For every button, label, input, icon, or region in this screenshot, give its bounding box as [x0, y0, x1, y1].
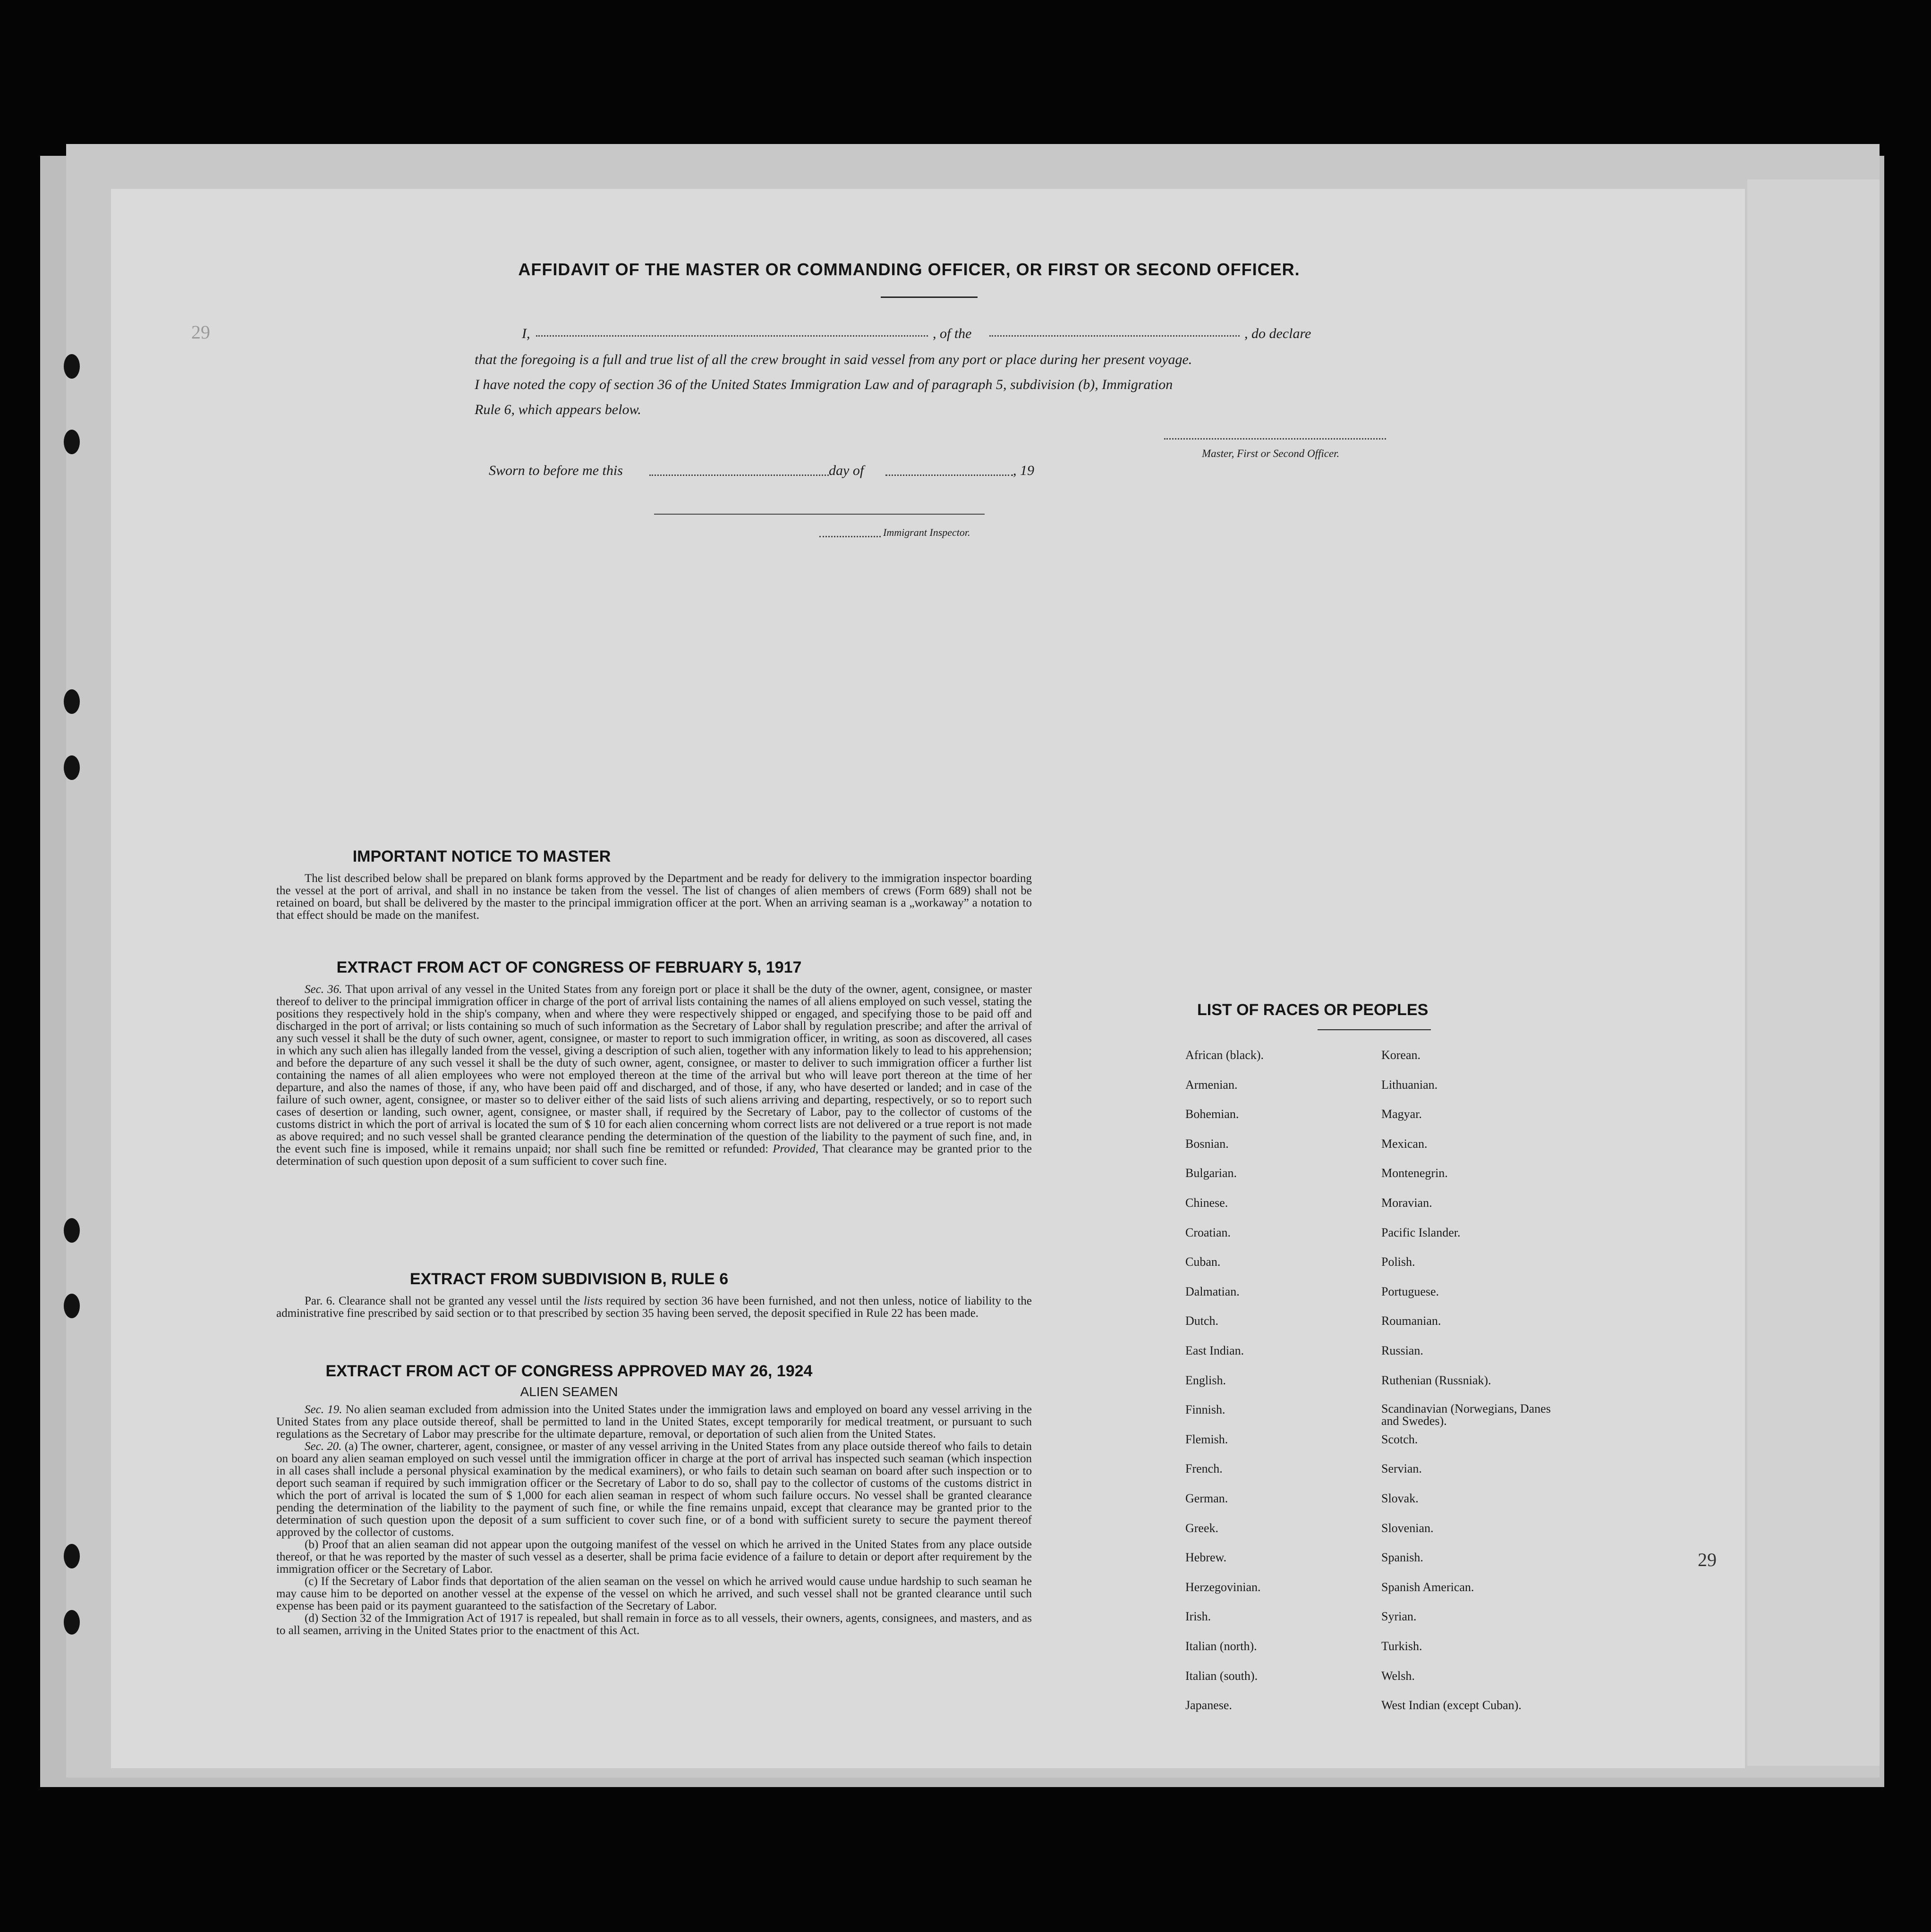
race-item: Polish. [1381, 1255, 1415, 1269]
declaration-line-1: that the foregoing is a full and true list of all the crew brought in said vessel from any port or place during her present voyage. [475, 352, 1192, 367]
affidavit-i: I, [522, 326, 530, 341]
sec-20c-body: (c) If the Secretary of Labor finds that deportation of the alien seaman on the vessel on which he arrived would cause undue hardship to such seaman he may cause him to be deported on another vessel at the expense of the vessel on which he arrived, and such vessel shall not be granted clearance until such expense has been paid or its payment guaranteed to the satisfaction of the Secretary of Labor. [276, 1575, 1032, 1612]
race-item: Dutch. [1185, 1314, 1219, 1328]
race-item: Ruthenian (Russniak). [1381, 1373, 1491, 1387]
race-item: Bulgarian. [1185, 1166, 1237, 1180]
race-item: Scandinavian (Norwegians, Danes and Swedes). [1381, 1402, 1551, 1428]
sworn-month-field[interactable] [885, 475, 1013, 476]
master-signature-line[interactable] [1164, 438, 1386, 440]
race-item: Spanish American. [1381, 1580, 1474, 1594]
race-item: Turkish. [1381, 1639, 1422, 1653]
sec-36-tail: That clearance may be granted prior to the determination of such question upon deposit of a sum sufficient to cover such fine. [276, 1143, 1032, 1168]
race-item: Slovenian. [1381, 1521, 1434, 1535]
rule-6-lists: lists [583, 1295, 603, 1307]
race-item: Magyar. [1381, 1107, 1422, 1121]
sec-20a-body: (a) The owner, charterer, agent, consignee, or master of any vessel arriving in the United States from any place outside thereof who fails to detain on board any alien seaman employed on such vessel until the immigration officer in charge at the port of arrival has inspected such seaman (which inspection in all cases shall include a personal physical examination by the medical examiners), or who fails to detain such seaman on board after such inspection or to deport such seaman if required by such immigration officer or the Secretary of Labor to do so, shall pay to the collector of customs of the customs district in which the port of arrival is located the sum of $ 1,000 for each alien seaman in respect of whom such failure occurs. No vessel shall be granted clearance pending the determination of the liability to the payment of such fine, or while the fine remains unpaid, except that clearance may be granted prior to the determination of such question upon the deposit of a sum sufficient to cover such fine, or of a bond with sufficient surety to secure the payment thereof approved by the collector of customs. [276, 1440, 1032, 1539]
race-item: Korean. [1381, 1048, 1421, 1062]
rule-6-title: EXTRACT FROM SUBDIVISION B, RULE 6 [409, 1270, 729, 1288]
sec-19-body: No alien seaman excluded from admission into the United States under the immigration laws and employed on board any vessel arriving in the United States from any place outside thereof, shall be permitted to land in the United States, except temporarily for medical treatment, or pursuant to such regulations as the Secretary of Labor may prescribe for the ultimate departure, removal, or deportation of such alien from the United States. [276, 1403, 1032, 1441]
race-item: Roumanian. [1381, 1314, 1441, 1328]
page-number: 29 [191, 322, 210, 343]
race-item: Finnish. [1185, 1403, 1225, 1417]
rule-6-pre: Par. 6. Clearance shall not be granted any vessel until the [305, 1295, 580, 1307]
race-item: Servian. [1381, 1462, 1422, 1476]
race-item: Croatian. [1185, 1225, 1231, 1239]
binder-hole [64, 755, 80, 780]
name-field[interactable] [536, 335, 928, 337]
sec-36-body: That upon arrival of any vessel in the United States from any foreign port or place it shall be the duty of the owner, agent, consignee, or master thereof to deliver to the principal immigration officer in charge of the port of arrival lists containing the names of all aliens employed on such vessel, stating the positions they respectively hold in the ship's company, when and where they were respectively shipped or engaged, and specifying those to be paid off and discharged in the port of arrival; or lists containing so much of such information as the Secretary of Labor shall by regulation prescribe; and after the arrival of any such vessel it shall be the duty of such owner, agent, consignee, or master to report to such immigration officer, in writing, as soon as discovered, all cases in which any such alien has illegally landed from the vessel, giving a description of such alien, together with any information likely to lead to his apprehension; and before the departure of any such vessel it shall be the duty of such owner, agent, consignee, or master to deliver to such immigration officer a further list containing the names of all alien employees who were not employed thereon at the time of the arrival but who will leave port thereon at the time of her departure, and also the names of those, if any, who have been paid off and discharged, and of those, if any, who have deserted or landed; and in case of the failure of such owner, agent, consignee, or master so to deliver either of the said lists of such aliens arriving and departing, respectively, or so to report such cases of desertion or landing, such owner, agent, consignee, or master shall, if required by the Secretary of Labor, pay to the collector of customs of the customs district in which the port of arrival is located the sum of $ 10 for each alien concerning whom correct lists are not delivered or a true report is not made as above required; and no such vessel shall be granted clearance pending the determination of the question of the liability to the payment of such fine, and, in the event such fine is imposed, while it remains unpaid; nor shall such fine be remitted or refunded: [276, 983, 1032, 1155]
race-item: East Indian. [1185, 1344, 1244, 1357]
race-item: Bohemian. [1185, 1107, 1239, 1121]
binder-hole [64, 1218, 80, 1243]
race-item: Chinese. [1185, 1196, 1228, 1210]
binder-hole [64, 1610, 80, 1635]
master-signature-label: Master, First or Second Officer. [1202, 448, 1340, 459]
affidavit-of-the: , of the [933, 326, 972, 341]
race-item: African (black). [1185, 1048, 1264, 1062]
declaration-line-2: I have noted the copy of section 36 of the United States Immigration Law and of paragraph 5, subdivision (b), Immigration [475, 377, 1173, 392]
rule-6-text [276, 1295, 1032, 1320]
inspector-label: Immigrant Inspector. [883, 526, 970, 538]
race-item: Japanese. [1185, 1698, 1232, 1712]
binder-hole [64, 354, 80, 379]
race-item: Lithuanian. [1381, 1077, 1438, 1092]
race-item: Dalmatian. [1185, 1284, 1240, 1298]
extract-1924-title: EXTRACT FROM ACT OF CONGRESS APPROVED MAY 26, 1924 [325, 1362, 813, 1380]
race-item: West Indian (except Cuban). [1381, 1698, 1522, 1712]
year-label: , 19 [1013, 463, 1034, 478]
extract-1924-text [276, 1404, 1032, 1637]
race-item: Spanish. [1381, 1551, 1423, 1565]
extract-1917-text [276, 983, 1032, 1168]
race-item: Welsh. [1381, 1669, 1415, 1683]
race-item: Cuban. [1185, 1255, 1221, 1269]
races-title: LIST OF RACES OR PEOPLES [1197, 1001, 1429, 1019]
form-sheet [111, 189, 1745, 1768]
race-item: Russian. [1381, 1344, 1423, 1357]
race-item: Italian (north). [1185, 1639, 1257, 1653]
sec-19-label: Sec. 19. [305, 1403, 342, 1416]
title-underline [881, 297, 978, 298]
race-item: Irish. [1185, 1610, 1211, 1624]
binder-hole [64, 689, 80, 714]
race-item: Hebrew. [1185, 1551, 1227, 1565]
race-item: Montenegrin. [1381, 1166, 1448, 1180]
races-title-underline [1318, 1029, 1431, 1030]
vessel-field[interactable] [989, 335, 1240, 337]
race-item: German. [1185, 1491, 1228, 1505]
notice-paragraph: The list described below shall be prepared on blank forms approved by the Department and be ready for delivery to the immigration inspector boarding the vessel at the port of arrival, and shall in no instance be taken from the vessel. The list of changes of alien members of crews (Form 689) shall not be retained on board, but shall be delivered by the master to the principal immigration officer at the port. When an arriving seaman is a „workaway” a notation to that effect should be made on the manifest. [276, 872, 1032, 922]
race-item: Syrian. [1381, 1610, 1417, 1624]
race-item: Mexican. [1381, 1136, 1428, 1151]
sec-20d-body: (d) Section 32 of the Immigration Act of 1917 is repealed, but shall remain in force as to all vessels, their owners, agents, consignees, and masters, and as to all seamen, arriving in the United States prior to the enactment of this Act. [276, 1612, 1032, 1637]
provided-label: Provided, [773, 1143, 819, 1155]
race-item: Greek. [1185, 1521, 1219, 1535]
race-item: French. [1185, 1462, 1223, 1476]
handwritten-number: 29 [1698, 1549, 1717, 1570]
alien-seamen-subtitle: ALIEN SEAMEN [520, 1384, 618, 1399]
binder-hole [64, 430, 80, 454]
inspector-signature-line[interactable] [654, 514, 985, 515]
right-page-edge [1747, 179, 1880, 1766]
race-item: Slovak. [1381, 1491, 1419, 1505]
binder-hole [64, 1544, 80, 1568]
day-of-label: day of [829, 463, 864, 478]
affidavit-do-declare: , do declare [1244, 326, 1311, 341]
declaration-line-3: Rule 6, which appears below. [475, 402, 641, 417]
race-item: Scotch. [1381, 1432, 1418, 1446]
sec-20-label: Sec. 20. [305, 1440, 342, 1453]
race-item: English. [1185, 1373, 1226, 1387]
race-item: Italian (south). [1185, 1669, 1258, 1683]
extract-1917-title: EXTRACT FROM ACT OF CONGRESS OF FEBRUARY 5, 1917 [336, 958, 802, 976]
race-item: Portuguese. [1381, 1284, 1439, 1298]
sworn-label: Sworn to before me this [489, 463, 623, 478]
race-item: Bosnian. [1185, 1136, 1229, 1151]
race-item: Moravian. [1381, 1196, 1432, 1210]
sec-36-label: Sec. 36. [305, 983, 342, 996]
race-item: Herzegovinian. [1185, 1580, 1261, 1594]
binder-hole [64, 1294, 80, 1318]
race-item: Armenian. [1185, 1077, 1238, 1092]
notice-title: IMPORTANT NOTICE TO MASTER [352, 847, 611, 865]
notice-text [276, 873, 1032, 922]
sec-20b-body: (b) Proof that an alien seaman did not appear upon the outgoing manifest of the vessel on which he arrived in the United States from any place outside thereof, or that he was reported by the master of such vessel as a deserter, shall be prima facie evidence of a failure to detain or deport after requirement by the immigration officer or the Secretary of Labor. [276, 1538, 1032, 1576]
rule-6-post: required by section 36 have been furnished, and not then unless, notice of liability to the administrative fine prescribed by said section or to that prescribed by section 35 having been served, the deposit specified in Rule 22 has been made. [276, 1295, 1032, 1320]
sworn-day-field[interactable] [649, 475, 829, 476]
race-item: Pacific Islander. [1381, 1225, 1461, 1239]
affidavit-title: AFFIDAVIT OF THE MASTER OR COMMANDING OFFICER, OR FIRST OR SECOND OFFICER. [518, 260, 1300, 279]
race-item: Flemish. [1185, 1432, 1228, 1446]
inspector-dots [819, 536, 881, 537]
